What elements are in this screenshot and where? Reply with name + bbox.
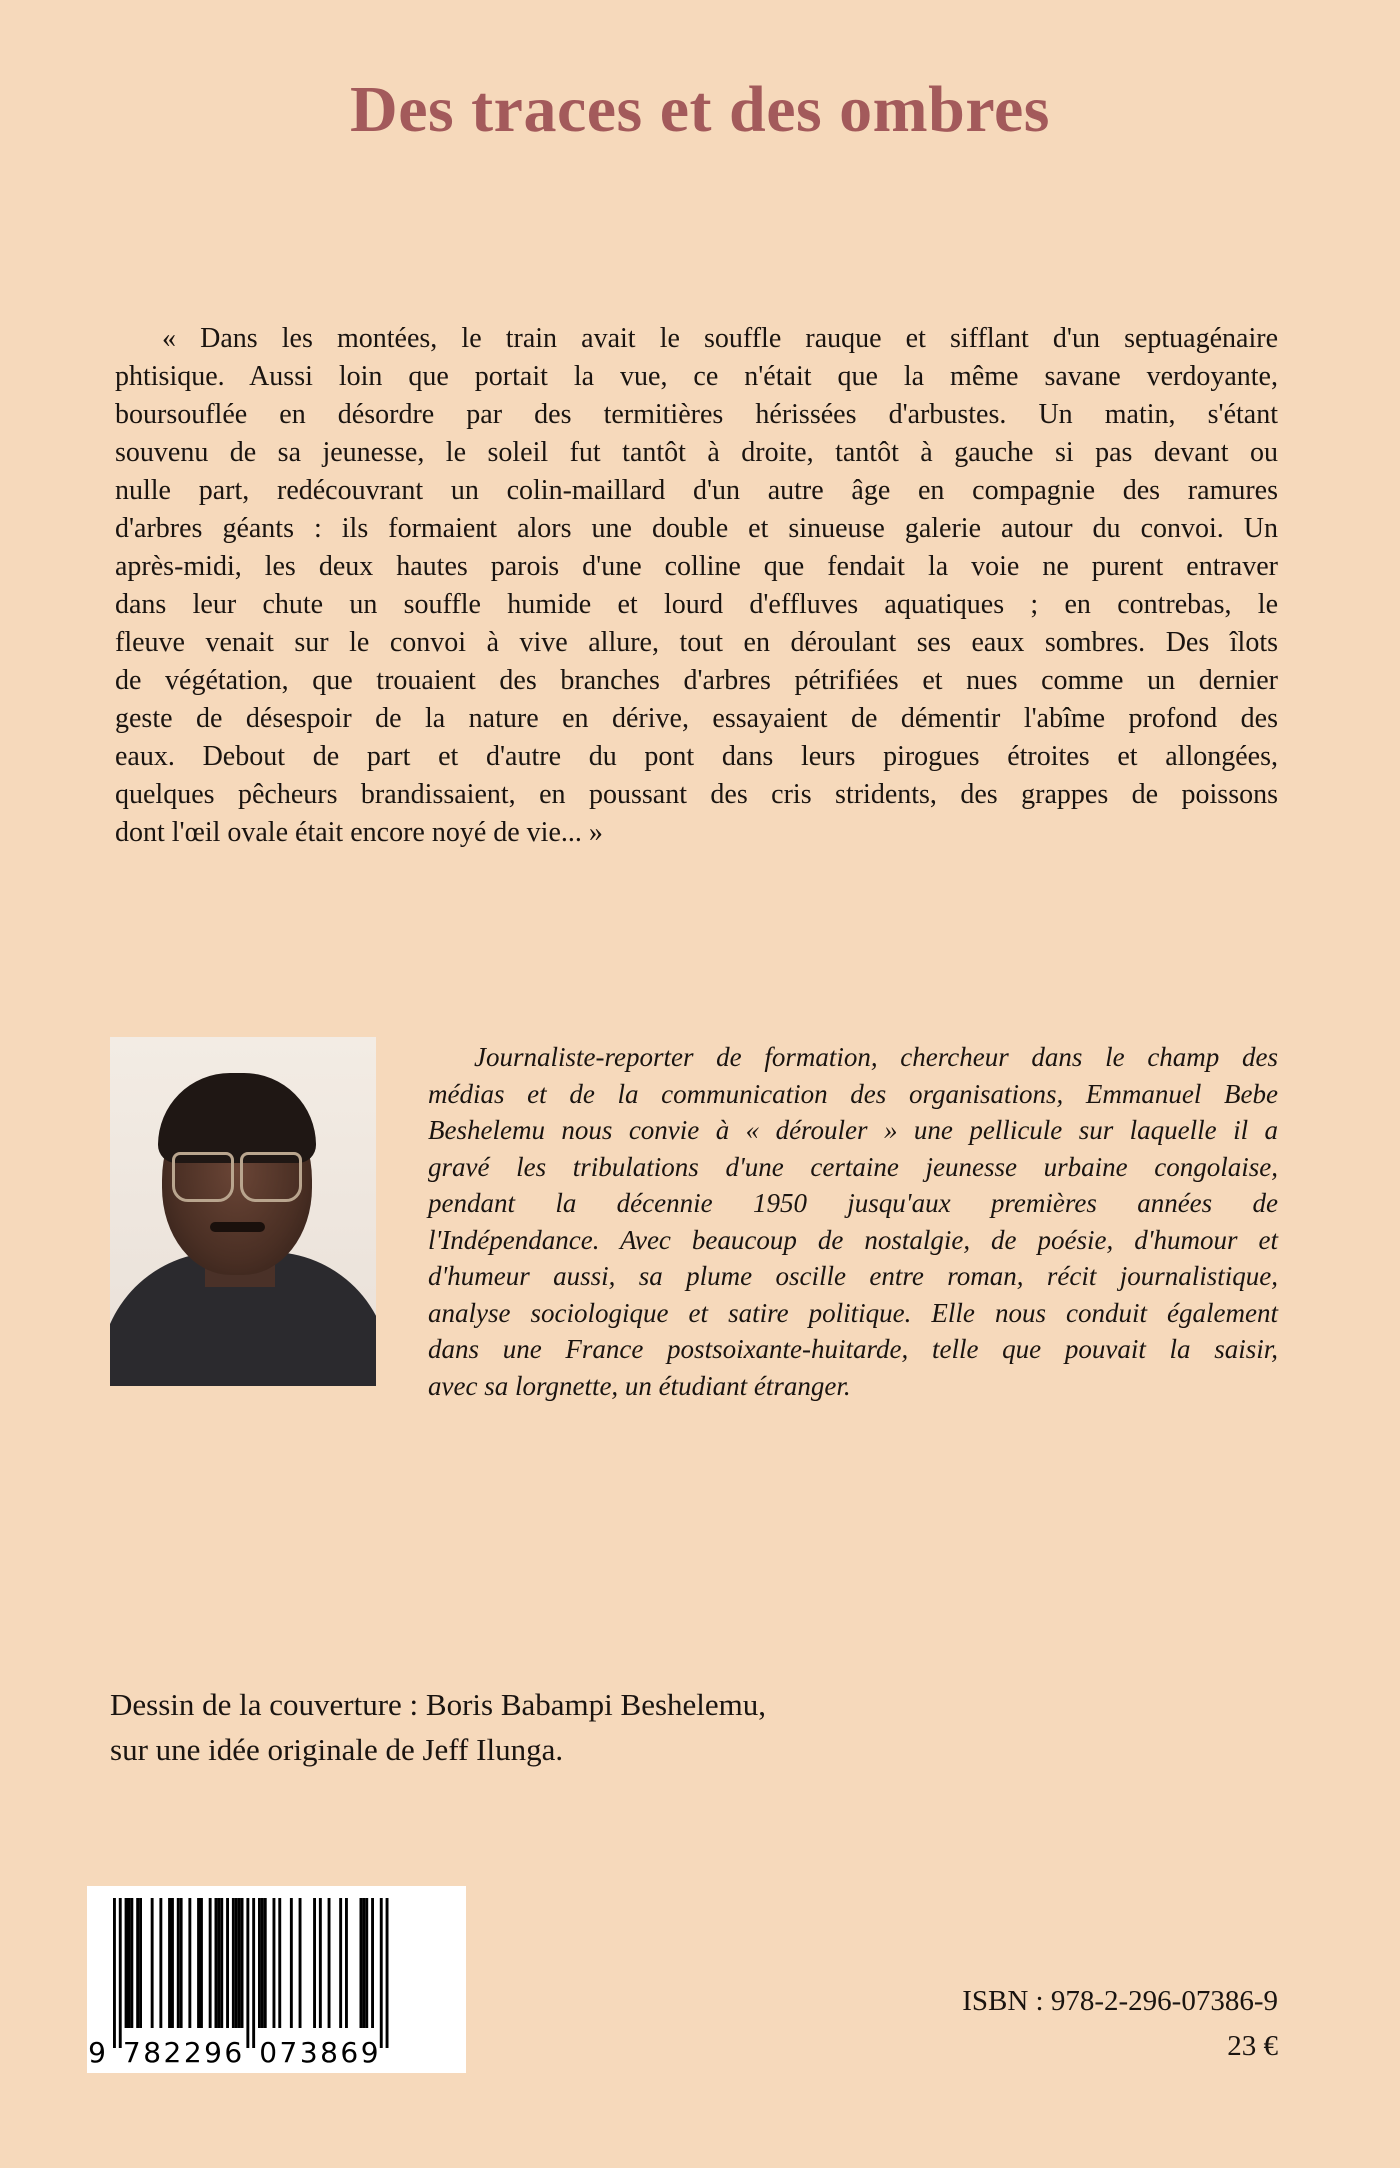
text-line: quelques pêcheurs brandissaient, en poussant des cris stridents, des grappes de poissons (115, 779, 1278, 810)
price: 23 € (1227, 2030, 1278, 2062)
text-line: Journaliste-reporter de formation, chercheur dans le champ des (474, 1042, 1278, 1072)
text-line: de végétation, que trouaient des branches d'arbres pétrifiées et nues comme un dernier (115, 665, 1278, 696)
barcode-bar (125, 1898, 128, 2028)
barcode-bar (264, 1898, 267, 2028)
text-line: Beshelemu nous convie à « dérouler » une pellicule sur laquelle il a (428, 1115, 1278, 1145)
author-photo (110, 1037, 376, 1386)
barcode-bar (319, 1898, 322, 2028)
text-line: nulle part, redécouvrant un colin-maillard d'un autre âge en compagnie des ramures (115, 475, 1278, 506)
barcode-bar (261, 1898, 264, 2028)
text-line: après-midi, les deux hautes parois d'une colline que fendait la voie ne purent entraver (115, 551, 1278, 582)
barcode-bar (136, 1898, 139, 2028)
barcode-bar (252, 1898, 255, 2048)
barcode-bar (290, 1898, 293, 2028)
barcode-bar (380, 1898, 383, 2048)
text-line: d'humeur aussi, sa plume oscille entre roman, récit journalistique, (428, 1261, 1278, 1291)
barcode-bar (273, 1898, 276, 2028)
barcode-digit: 7 (122, 2036, 141, 2069)
barcode-bar (345, 1898, 348, 2028)
barcode-bar (220, 1898, 223, 2028)
text-line: pendant la décennie 1950 jusqu'aux premières années de (428, 1188, 1278, 1218)
barcode-digit: 2 (163, 2036, 182, 2069)
text-line: souvenu de sa jeunesse, le soleil fut tantôt à droite, tantôt à gauche si pas devant ou (115, 437, 1278, 468)
barcode-bar (313, 1898, 316, 2028)
barcode-digit: 9 (88, 2036, 106, 2069)
barcode-bar (113, 1898, 116, 2048)
text-line: « Dans les montées, le train avait le souffle rauque et sifflant d'un septuagénaire (162, 323, 1278, 354)
barcode-bar (232, 1898, 235, 2028)
barcode-digit: 9 (360, 2036, 379, 2069)
barcode-bar (328, 1898, 331, 2028)
text-line: geste de désespoir de la nature en dérive, essayaient de démentir l'abîme profond des (115, 703, 1278, 734)
barcode-digit: 2 (183, 2036, 202, 2069)
text-line: dans leur chute un souffle humide et lourd d'effluves aquatiques ; en contrebas, le (115, 589, 1278, 620)
barcode-bar (360, 1898, 363, 2028)
barcode-bar (258, 1898, 261, 2028)
barcode-bar (139, 1898, 142, 2028)
barcode-digit: 0 (259, 2036, 278, 2069)
barcode-digit: 3 (299, 2036, 318, 2069)
barcode-digit: 8 (320, 2036, 338, 2069)
barcode-digit: 7 (279, 2036, 298, 2069)
barcode-bar (209, 1898, 212, 2028)
text-line: fleuve venait sur le convoi à vive allure, tout en déroulant ses eaux sombres. Des îlots (115, 627, 1278, 658)
barcode-bar (119, 1898, 122, 2048)
text-line: l'Indépendance. Avec beaucoup de nostalgie, de poésie, d'humour et (428, 1224, 1278, 1255)
barcode-bar (130, 1898, 133, 2028)
cover-credit (110, 1682, 766, 1772)
barcode-bar (299, 1898, 302, 2028)
barcode-bar (215, 1898, 218, 2028)
text-line: analyse sociologique et satire politique. Elle nous conduit également (428, 1297, 1278, 1328)
text-line: dont l'œil ovale était encore noyé de vie... » (115, 817, 603, 848)
text-line: médias et de la communication des organisations, Emmanuel Bebe (428, 1078, 1278, 1109)
barcode-bar (371, 1898, 374, 2028)
barcode-bar (128, 1898, 131, 2028)
barcode-bar (168, 1898, 171, 2028)
barcode-bar (386, 1898, 389, 2048)
isbn-number: ISBN : 978-2-296-07386-9 (962, 1985, 1278, 2017)
text-line: d'arbres géants : ils formaient alors une double et sinueuse galerie autour du convoi. Un (115, 513, 1278, 544)
barcode-bar (200, 1898, 203, 2028)
barcode-digit: 6 (224, 2036, 243, 2069)
credit-line: Dessin de la couverture : Boris Babampi Beshelemu, (110, 1687, 767, 1722)
barcode-bar (339, 1898, 342, 2028)
barcode-bar (171, 1898, 174, 2028)
barcode-bar (217, 1898, 220, 2028)
book-title: Des traces et des ombres (350, 73, 1050, 146)
barcode-digit: 6 (340, 2036, 359, 2069)
barcode-bar (238, 1898, 241, 2028)
barcode-bar (235, 1898, 238, 2028)
barcode-bar (180, 1898, 183, 2028)
excerpt-quote (115, 320, 1278, 852)
text-line: dans une France postsoixante-huitarde, telle que pouvait la saisir, (428, 1334, 1278, 1364)
barcode-bar (362, 1898, 365, 2028)
barcode-bar (197, 1898, 200, 2028)
barcode-bar (188, 1898, 191, 2028)
text-line: boursouflée en désordre par des termitières hérissées d'arbustes. Un matin, s'étant (115, 399, 1278, 430)
barcode-bar (246, 1898, 249, 2048)
barcode-bar (278, 1898, 281, 2028)
barcode-digit: 8 (143, 2036, 162, 2069)
barcode-bar (177, 1898, 180, 2028)
barcode-bar (226, 1898, 229, 2028)
author-bio (428, 1039, 1278, 1404)
isbn-barcode (87, 1886, 466, 2073)
text-line: gravé les tribulations d'une certaine jeunesse urbaine congolaise, (428, 1151, 1278, 1182)
barcode-bar (151, 1898, 154, 2028)
barcode-digit: 9 (204, 2036, 222, 2069)
barcode-bar (365, 1898, 368, 2028)
text-line: avec sa lorgnette, un étudiant étranger. (428, 1370, 851, 1401)
barcode-bar (159, 1898, 162, 2028)
credit-line: sur une idée originale de Jeff Ilunga. (110, 1732, 564, 1767)
barcode-bar (241, 1898, 244, 2028)
text-line: phtisique. Aussi loin que portait la vue, ce n'était que la même savane verdoyante, (115, 361, 1278, 392)
text-line: eaux. Debout de part et d'autre du pont dans leurs pirogues étroites et allongées, (115, 741, 1278, 772)
